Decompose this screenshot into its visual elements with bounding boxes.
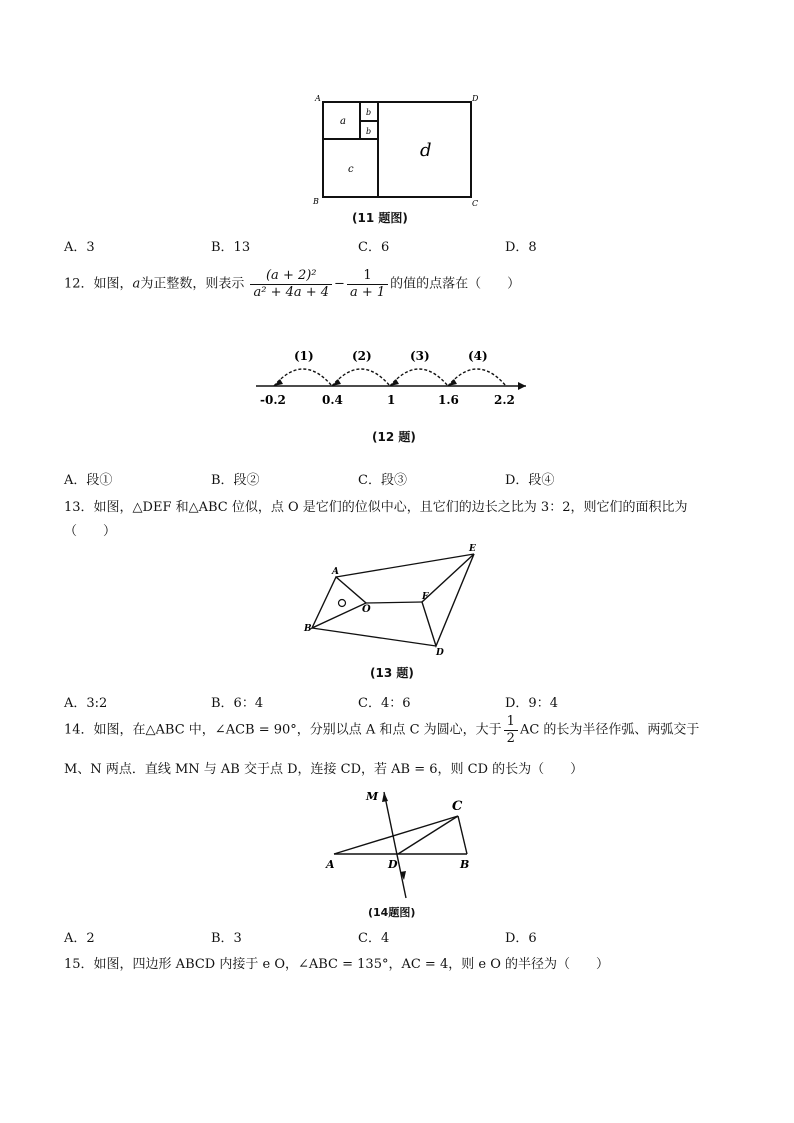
fig12-tick-1: -0.2 bbox=[260, 393, 286, 407]
q14-line-1 bbox=[64, 714, 699, 746]
q13-line-2: （ ） bbox=[64, 524, 117, 539]
fig14-label-a: A bbox=[326, 858, 335, 871]
fig13-triangle-def bbox=[422, 554, 474, 646]
fig11-caption: (11 题图) bbox=[352, 211, 408, 225]
fig13-label-a: A bbox=[332, 567, 339, 577]
fig14-label-d: D bbox=[388, 858, 398, 871]
q13-option-a[interactable]: A．3:2 bbox=[64, 696, 108, 711]
q11-options bbox=[64, 236, 664, 254]
q15-stem: 15．如图，四边形 ABCD 内接于 e O，∠ABC = 135°，AC = 4，则 e O 的半径为（ ） bbox=[64, 957, 609, 972]
fig12-arrowhead-2 bbox=[332, 379, 341, 386]
fig13-label-o: O bbox=[362, 604, 371, 615]
q14-half-numerator: 1 bbox=[504, 714, 518, 731]
figure-12 bbox=[250, 340, 540, 415]
q12-option-b[interactable]: B．段② bbox=[211, 473, 260, 488]
q12-frac2-denominator: a + 1 bbox=[349, 284, 386, 300]
fig11-label-d: d bbox=[420, 140, 432, 161]
fig12-tick-4: 1.6 bbox=[438, 393, 459, 407]
fig13-caption: (13 题) bbox=[370, 666, 414, 680]
q12-frac1-denominator: a² + 4a + 4 bbox=[253, 284, 330, 300]
fig12-segment-4: (4) bbox=[468, 349, 488, 363]
fig14-label-m: M bbox=[366, 790, 379, 803]
q12-option-d[interactable]: D．段④ bbox=[505, 473, 555, 488]
fig11-corner-c: C bbox=[472, 199, 479, 208]
fig14-segment-cd bbox=[398, 816, 458, 854]
fig12-tick-3: 1 bbox=[387, 393, 396, 407]
fig12-arc-1 bbox=[274, 369, 332, 386]
figure-14 bbox=[322, 780, 482, 902]
q13-option-d[interactable]: D．9：4 bbox=[505, 696, 558, 711]
fig13-label-b: B bbox=[304, 624, 312, 634]
fig11-label-b1: b bbox=[366, 108, 372, 117]
fig13-point-c bbox=[339, 600, 346, 607]
fig14-caption: (14题图) bbox=[368, 906, 416, 919]
q14-options bbox=[64, 927, 664, 945]
q13-options bbox=[64, 692, 664, 710]
fig14-line-mn bbox=[384, 792, 406, 898]
q14-option-a[interactable]: A．2 bbox=[64, 931, 95, 946]
q11-option-c[interactable]: C．6 bbox=[358, 240, 390, 255]
q14-option-d[interactable]: D．6 bbox=[505, 931, 537, 946]
fig12-arc-2 bbox=[332, 369, 390, 386]
fig12-segment-3: (3) bbox=[410, 349, 430, 363]
q11-option-a[interactable]: A．3 bbox=[64, 240, 95, 255]
q14-option-c[interactable]: C．4 bbox=[358, 931, 390, 946]
fig12-segment-2: (2) bbox=[352, 349, 372, 363]
fig12-arrowhead-1 bbox=[274, 379, 283, 386]
q12-mid: 为正整数，则表示 bbox=[140, 276, 245, 292]
fig11-corner-a: A bbox=[315, 94, 321, 103]
fig11-label-a: a bbox=[340, 116, 346, 127]
q12-frac1-numerator: (a + 2)² bbox=[250, 268, 332, 285]
q11-option-b[interactable]: B．13 bbox=[211, 240, 251, 255]
q13-option-b[interactable]: B．6：4 bbox=[211, 696, 264, 711]
q14-line1-a: 14．如图，在△ABC 中，∠ACB = 90°，分别以点 A 和点 C 为圆心，大于 bbox=[64, 722, 502, 738]
q12-suffix: 的值的点落在（ ） bbox=[390, 276, 521, 292]
q12-fraction-2 bbox=[347, 268, 388, 300]
fig13-ray-cf bbox=[366, 602, 422, 603]
fig12-tick-2: 0.4 bbox=[322, 393, 343, 407]
q13-line-1: 13．如图，△DEF 和△ABC 位似，点 O 是它们的位似中心，且它们的边长之比为 3：2，则它们的面积比为 bbox=[64, 500, 688, 515]
fig12-tick-5: 2.2 bbox=[494, 393, 515, 407]
q12-prefix: 12．如图， bbox=[64, 276, 133, 292]
q12-minus: − bbox=[334, 276, 345, 292]
q12-option-c[interactable]: C．段③ bbox=[358, 473, 407, 488]
q11-option-d[interactable]: D．8 bbox=[505, 240, 537, 255]
fig13-ray-bd bbox=[312, 628, 436, 646]
figure-11 bbox=[300, 88, 500, 228]
q14-line1-b: AC 的长为半径作弧、两弧交于 bbox=[519, 722, 700, 738]
q14-option-b[interactable]: B．3 bbox=[211, 931, 242, 946]
fig12-arrowhead-3 bbox=[390, 379, 399, 386]
q12-options bbox=[64, 469, 664, 487]
q14-line-2: M、N 两点．直线 MN 与 AB 交于点 D，连接 CD，若 AB = 6，则 CD 的长为（ ） bbox=[64, 762, 584, 777]
fig12-caption: (12 题) bbox=[372, 430, 416, 444]
fig13-label-d: D bbox=[436, 648, 444, 658]
q12-fraction-1 bbox=[250, 268, 332, 300]
fig12-arc-4 bbox=[448, 369, 506, 386]
fig11-label-c: c bbox=[348, 164, 354, 175]
fig13-label-c: C bbox=[334, 599, 341, 609]
fig11-corner-d: D bbox=[472, 94, 479, 103]
q14-half-fraction bbox=[504, 714, 518, 746]
fig12-segment-1: (1) bbox=[294, 349, 314, 363]
fig12-arc-3 bbox=[390, 369, 448, 386]
q14-half-denominator: 2 bbox=[506, 730, 515, 746]
q12-frac2-numerator: 1 bbox=[347, 268, 388, 285]
q12-stem bbox=[64, 268, 520, 300]
figure-13 bbox=[298, 540, 488, 660]
q13-option-c[interactable]: C．4：6 bbox=[358, 696, 411, 711]
fig11-corner-b: B bbox=[313, 197, 319, 206]
fig14-side-cb bbox=[458, 816, 467, 854]
q12-option-a[interactable]: A．段① bbox=[64, 473, 113, 488]
q12-var: a bbox=[132, 276, 141, 292]
fig11-label-b2: b bbox=[366, 127, 372, 136]
fig13-label-f: F bbox=[422, 592, 429, 602]
fig12-axis-arrow bbox=[518, 382, 526, 390]
fig14-label-c: C bbox=[452, 799, 463, 814]
fig14-label-b: B bbox=[460, 858, 470, 871]
fig13-label-e: E bbox=[469, 544, 476, 554]
fig12-arrowhead-4 bbox=[448, 379, 457, 386]
